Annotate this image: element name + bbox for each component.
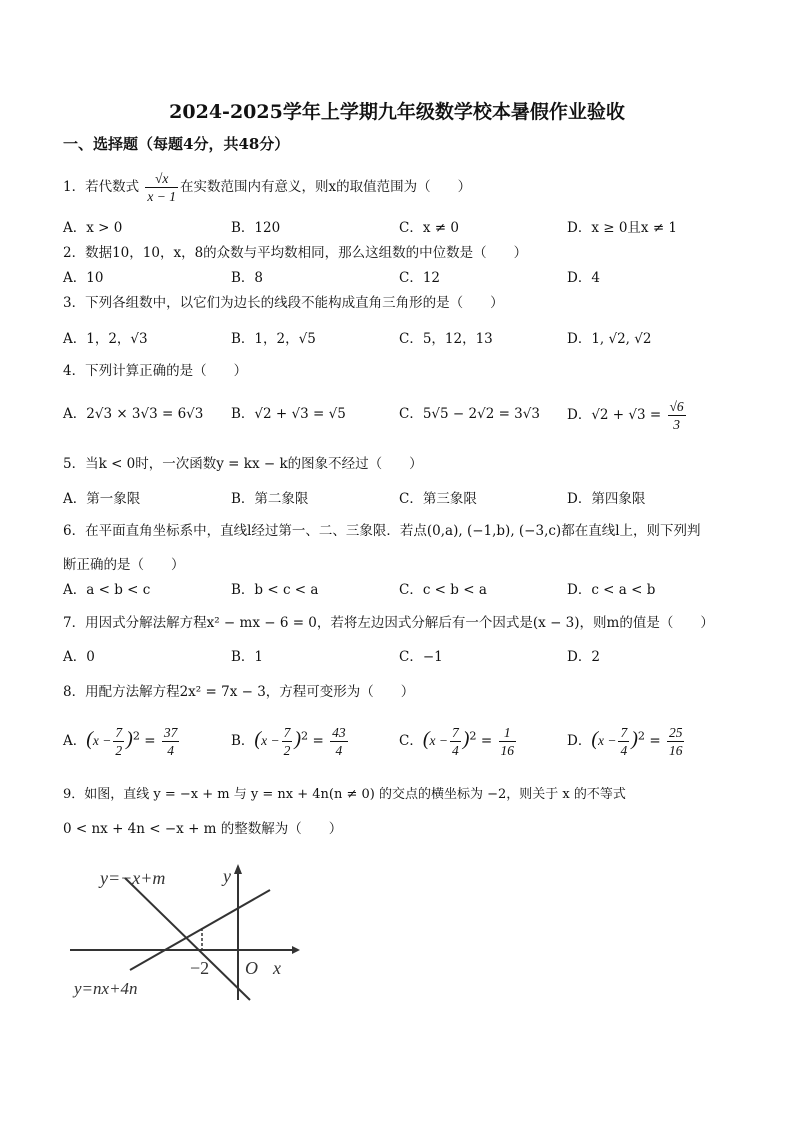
option-d[interactable]: D．x ≥ 0且x ≠ 1 (567, 220, 678, 236)
fraction-numerator: 1 (499, 724, 517, 742)
question-stem: 数据10，10，x，8的众数与平均数相同，那么这组数的中位数是（ ） (85, 245, 528, 261)
fraction-denominator: 16 (668, 743, 683, 758)
question-number: 5． (63, 456, 86, 472)
fraction-numerator: √6 (669, 399, 684, 414)
option-c[interactable]: C．第三象限 (399, 491, 477, 507)
question-stem: 在平面直角坐标系中，直线l经过第一、二、三象限．若点(0,a), (−1,b), (−3,c)都在直线l上，则下列判 (85, 523, 701, 539)
option-label: C． (399, 733, 423, 749)
fraction-denominator: 3 (673, 417, 680, 432)
option-b[interactable]: B．1 (231, 649, 264, 665)
fraction-numerator: 7 (115, 725, 123, 740)
option-c[interactable]: C．c < b < a (399, 582, 487, 598)
question-9-line2: 0 < nx + 4n < −x + m 的整数解为（ ） (63, 821, 343, 837)
option-b[interactable]: B．120 (231, 220, 281, 236)
option-b[interactable]: B．1，2，√5 (231, 331, 316, 347)
fraction (330, 724, 348, 759)
question-number: 8． (63, 684, 86, 700)
fraction-numerator: √x (145, 170, 178, 188)
question-number: 3． (63, 295, 86, 311)
option-d[interactable]: D．(x − $\frac{7}{4}$ )$^2$ = $\frac{25}{16}$ (567, 725, 683, 758)
option-c[interactable]: C．−1 (399, 649, 443, 665)
fraction-denominator: x − 1 (147, 189, 176, 204)
question-6 (63, 522, 701, 540)
question-8 (63, 683, 414, 701)
fraction-denominator: 4 (335, 743, 343, 758)
question-stem: 当k < 0时，一次函数y = kx − k的图象不经过（ ） (85, 456, 423, 472)
question-stem: 用配方法解方程2x² = 7x − 3，方程可变形为（ ） (85, 684, 415, 700)
option-label: B． (231, 733, 255, 749)
option-d[interactable] (567, 398, 688, 433)
section-heading: 一、选择题（每题4分，共48分） (63, 135, 290, 153)
fraction-numerator: 43 (332, 725, 346, 740)
question-6-line2: 断正确的是（ ） (63, 557, 185, 573)
option-d[interactable]: D．1, √2, √2 (567, 331, 652, 347)
option-a[interactable]: A．(x − $\frac{7}{2}$ )$^2$ = $\frac{37}{4}$ (63, 725, 178, 758)
question-number: 6． (63, 523, 86, 539)
page-title: 2024-2025学年上学期九年级数学校本暑假作业验收 (169, 101, 625, 123)
fraction (162, 724, 180, 759)
fraction (618, 724, 629, 759)
option-b[interactable]: B．(x − $\frac{7}{2}$ )$^2$ = $\frac{43}{4}$ (231, 725, 346, 758)
x-axis-arrow (292, 946, 300, 954)
option-a[interactable]: A．a < b < c (63, 582, 151, 598)
option-b[interactable]: B．√2 + √3 = √5 (231, 406, 346, 422)
fraction-denominator: 4 (620, 743, 628, 758)
option-c[interactable]: C．5，12，13 (399, 331, 493, 347)
label-origin: O (245, 958, 258, 978)
option-c[interactable]: C．5√5 − 2√2 = 3√3 (399, 406, 540, 422)
fraction-denominator: 4 (167, 743, 175, 758)
question-number: 7． (63, 615, 86, 631)
fraction (282, 724, 293, 759)
fraction-denominator: 2 (283, 743, 291, 758)
question-stem: 如图，直线 y = −x + m 与 y = nx + 4n(n ≠ 0) 的交点的横坐标为 −2，则关于 x 的不等式 (84, 787, 626, 802)
option-c[interactable]: C．(x − $\frac{7}{4}$ )$^2$ = $\frac{1}{16}$ (399, 725, 514, 758)
question-9 (63, 786, 626, 804)
option-d[interactable]: D．2 (567, 649, 600, 665)
label-y: y (223, 866, 231, 886)
fraction (667, 724, 685, 759)
option-a[interactable]: A．10 (63, 270, 104, 286)
option-label: A． (63, 733, 87, 749)
fraction-numerator: 37 (163, 725, 178, 740)
option-b[interactable]: B．b < c < a (231, 582, 319, 598)
fraction-numerator: 7 (620, 725, 628, 740)
option-label: D． (567, 733, 592, 749)
fraction-denominator: 2 (115, 743, 123, 758)
label-minus-2: −2 (190, 958, 210, 978)
label-line2: y=nx+4n (74, 979, 138, 998)
option-c[interactable]: C．12 (399, 270, 441, 286)
question-stem: 在实数范围内有意义，则x的取值范围为（ ） (180, 179, 472, 195)
question-5 (63, 455, 423, 473)
option-a[interactable]: A．第一象限 (63, 491, 141, 507)
option-d[interactable]: D．c < a < b (567, 582, 656, 598)
graph-figure (70, 860, 300, 1005)
question-number: 9． (63, 787, 85, 802)
line-neg-x-plus-m (125, 878, 250, 1000)
option-a[interactable]: A．2√3 × 3√3 = 6√3 (63, 406, 204, 422)
question-stem: 若代数式 (85, 179, 140, 195)
fraction-denominator: 16 (500, 743, 514, 758)
option-d[interactable]: D．4 (567, 270, 600, 286)
question-number: 1． (63, 179, 86, 195)
question-stem: 用因式分解法解方程x² − mx − 6 = 0，若将左边因式分解后有一个因式是(x − 3)，则m的值是（ ） (85, 615, 714, 631)
question-number: 4． (63, 363, 86, 379)
question-1 (63, 170, 471, 205)
question-number: 2． (63, 245, 86, 261)
option-b[interactable]: B．8 (231, 270, 264, 286)
question-2 (63, 244, 527, 262)
fraction (499, 724, 517, 759)
question-7 (63, 614, 714, 632)
option-c[interactable]: C．x ≠ 0 (399, 220, 459, 236)
option-a[interactable]: A．x > 0 (63, 220, 123, 236)
fraction-denominator: 4 (452, 743, 459, 758)
question-stem: 下列各组数中，以它们为边长的线段不能构成直角三角形的是（ ） (85, 295, 504, 311)
question-4 (63, 362, 247, 380)
fraction (668, 398, 686, 433)
option-d-text: D．√2 + √3 = (567, 407, 662, 423)
option-d[interactable]: D．第四象限 (567, 491, 646, 507)
question-3 (63, 294, 504, 312)
y-axis-arrow (234, 864, 242, 874)
fraction-numerator: 25 (668, 725, 683, 740)
option-a[interactable]: A．0 (63, 649, 95, 665)
label-x: x (273, 958, 281, 978)
question-stem: 下列计算正确的是（ ） (85, 363, 248, 379)
label-line1: y=−x+m (100, 868, 166, 888)
option-a[interactable]: A．1，2，√3 (63, 331, 148, 347)
fraction-numerator: 7 (283, 725, 291, 740)
fraction (113, 724, 124, 759)
fraction-numerator: 7 (452, 725, 459, 740)
fraction (145, 170, 178, 205)
option-b[interactable]: B．第二象限 (231, 491, 309, 507)
fraction (450, 724, 461, 759)
